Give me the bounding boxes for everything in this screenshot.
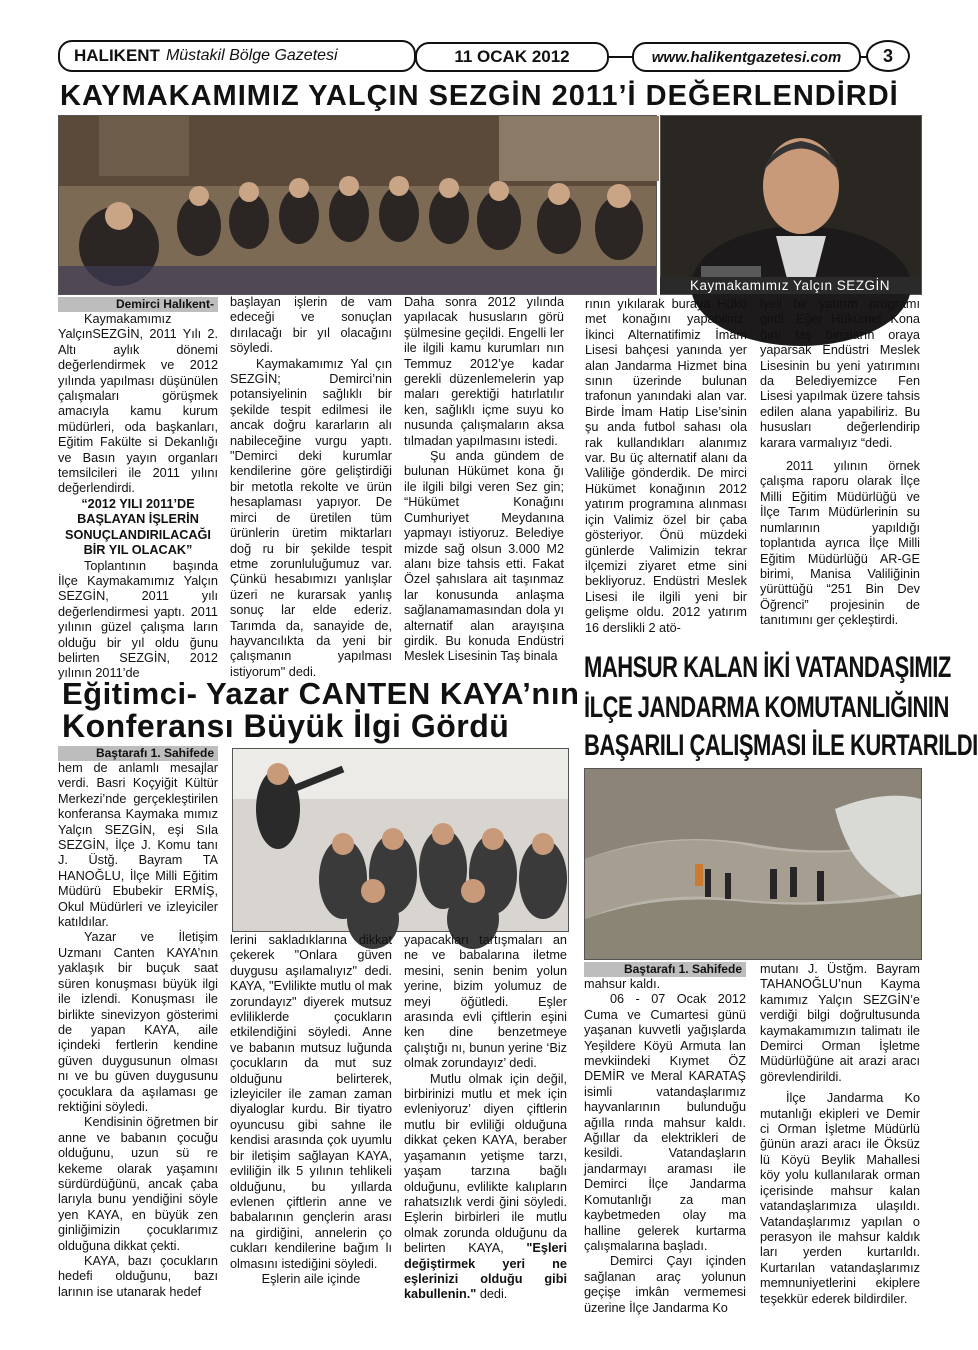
article2-col3-paragraph-2 [404, 1072, 567, 1303]
article3-headline-line-3: BAŞARILI ÇALIŞMASI İLE KURTARILDI [584, 728, 978, 762]
article2-col3-tail: dedi. [476, 1287, 508, 1302]
article2-col3-text: Mutlu olmak için değil, birbirinizi mutlu et mek için evleniyoruz’ diyen çiftlerin mutlu bir evliliği olduğuna dikkat çeken KAYA, beraber yaşamanın yetişme tarzı, yaşam tarzına bağlı olduğunu, evlilikte kalıpların rahatsızlık verdi ğini söyledi. Eşlerin birbirleri ile mutlu olmak zorunda olduğunu da belirten KAYA, [404, 1071, 567, 1256]
article2-headline-line-2: Konferansı Büyük İlgi Gördü [62, 708, 510, 744]
article3-column-1 [584, 962, 746, 1322]
article2-kicker: Baştarafı 1. Sahifede [58, 746, 218, 761]
article1-headline: KAYMAKAMIMIZ YALÇIN SEZGİN 2011’İ DEĞERLENDİRDİ [60, 80, 899, 112]
article2-column-2 [230, 933, 392, 1313]
article2-col1-paragraph-4: KAYA, bazı çocukların hedefi olduğunu, bazı larının ise utanarak hedef [58, 1254, 218, 1299]
article1-column-1 [58, 297, 218, 681]
flood-photo-image [585, 769, 921, 959]
masthead-website[interactable] [632, 42, 861, 72]
kaymakam-photo [660, 115, 922, 295]
article2-col1-paragraph-3: Kendisinin öğretmen bir anne ve babanın çocuğu olduğunu, uzun sü re kekeme olarak yaşamını sürdürdüğünü, ancak çaba larıyla bunu yendiğini söyle yen KAYA, en büyük zen ginliğimizin çocuklarımız olduğuna dikkat çekti. [58, 1115, 218, 1253]
page-number: 3 [882, 45, 893, 66]
article2-col1-paragraph-2: Yazar ve İletişim Uzmanı Canten KAYA’nın yaklaşık bir buçuk saat süren konuşması büyük ilgi ile izlendi. Konuşması ile birlikte sinevizyon gösterimi de yapan KAYA, aile içindeki fertlerin kendine güven duygusunun olması nı ve bu güven duygusunu çocuklara da aşılaması ge rektiğini söyledi. [58, 930, 218, 1114]
article2-col3-quote: "Eşleri değiştirmek yeri ne eşlerinizi olduğu gibi kabullenin." [404, 1241, 567, 1302]
article1-col3-paragraph-2: Şu anda gündem de bulunan Hükümet kona ğı ile ilgili bilgi veren Sez gin; “Hükümet Konağını Cumhuriyet Meydanına yapmayı istiyoruz. Belediye mizde sağ olsun 3.000 M2 alanı bize tahsis etti. Fakat Özel şahıslara ait taşınmaz lar konusunda anlaşma sağlanamamasından dola yı alternatif alan arayışına girdik. Bu konuda Endüstri Meslek Lisesinin Taş binala [404, 449, 564, 664]
article2-col3-paragraph-1: yapacakları tartışmaları an ne ve babalarına iletme mesini, senin benim yolun yerine, bizim yolumuz de meyi öğütledi. Eşler arasında evli çiftlerin eşini ken dine benzetmeye çalıştığı nı, bunun yerine ‘Biz olmak zorundayız’ dedi. [404, 933, 567, 1071]
paragraph-spacer [760, 451, 920, 459]
article1-column-3 [404, 295, 564, 671]
article1-subhead: “2012 YILI 2011’DE BAŞLAYAN İŞLERİN SONUÇLANDIRILACAĞI BİR YIL OLACAK” [65, 496, 211, 558]
article2-headline-line-1: Eğitimci- Yazar CANTEN KAYA’nın [62, 676, 580, 711]
kaymakam-photo-caption: Kaymakamımız Yalçın SEZGİN [660, 277, 920, 294]
page-number-badge [866, 40, 910, 72]
article3-col2-paragraph-1: mutanı J. Üstğm. Bayram TAHANOĞLU’nun Kayma kamımız Yalçın SEZGİN’e verdiği bilgi doğrultusunda kaymakamımızın talimatı ile Demirci Orman İşletme Müdürlüğüne ait arazi aracı görevlendirildi. [760, 962, 920, 1084]
article1-column-4 [585, 297, 747, 642]
article3-headline-line-1: MAHSUR KALAN İKİ VATANDAŞIMIZ [584, 650, 951, 684]
article1-col2-paragraph-2: Kaymakamımız Yal çın SEZGİN; Demirci’nin potansiyelinin sağlıklı bir şekilde tespit edilmesi ile ancak doğru kararların alı nabileceğine vurgu yaptı. "Demirci deki kurumlar kendilerine göre geliştirdiği bir metotla rekolte ve ürün hesaplaması yapıyor. De mirci de üretilen tüm ürünlerin üretim miktarları doğ ru bir şekilde tespit etme zorunluluğumuz var. Çünkü hesabımızı yanlışlar üzeri ne kurarsak yanlış sonuç lar elde ederiz. Tarımda da, sanayide de, hayvancılıkta da yeni bir çalışmanın yapılması istiyorum" dedi. [230, 356, 392, 679]
article3-col1-paragraph-1: mahsur kaldı. [584, 977, 661, 991]
article1-col5-paragraph-1: lyeli bir yatırım programı girdi. Eğer Hükümet Kona ğını taş binaların oraya yaparsak Endüstri Meslek Lisesinin bu yeni yatırımını da Belediyemizce Fen Lisesi yapılmak üzere tahsis edilen alana yapabiliriz. Bu hususları değerlendirip karara varmalıyız “dedi. [760, 297, 920, 450]
article1-col5-paragraph-2: 2011 yılının örnek çalışma raporu olarak İlçe Milli Eğitim Müdürlüğü ve İlçe Tarım Müdürlerinin su numlarının yapıldığı toplantıda ayrıca İlçe Milli Eğitim Müdürlüğü AR-GE birimi, Manisa Valiliğinin yürüttüğü “251 Bin Dev Öğrenci” projesinin de tanıtımını ger çekleştirdi. [760, 459, 920, 628]
flood-photo [584, 768, 922, 960]
article3-headline-line-2: İLÇE JANDARMA KOMUTANLIĞININ [584, 690, 949, 724]
masthead-paper-name [58, 40, 416, 72]
article2-column-1 [58, 746, 218, 1321]
meeting-photo-image [59, 116, 656, 294]
article2-column-3 [404, 933, 567, 1313]
article1-col2-paragraph-1: başlayan işlerin de vam edeceği ve sonuçlan dırılacağı bir yıl olacağını söyledi. [230, 295, 392, 356]
conference-photo [232, 748, 569, 932]
article1-col1-paragraph-2: Toplantının başında İlçe Kaymakamımız Yalçın SEZGİN, 2011 yılı değerlendirmesi yaptı. 2011 yılının güzel çalışma ların olduğu bir yıl oldu ğunu belirten SEZGİN, 2012 yılının 2011’de [58, 558, 218, 681]
article1-col1-paragraph-1: Kaymakamımız YalçınSEZGİN, 2011 Yılı 2. Altı aylık dönemi değerlendirmek ve 2012 yılında yapılması düşünülen çalışmaları görüşmek amacıyla kamu kurum müdürleri, oda başkanları, Eğitim Fakülte si Dekanlığı ve Basın yayın organları temsilcileri ile 2011 yılını değerlendirdi. [58, 312, 218, 496]
conference-photo-image [233, 749, 568, 931]
article1-kicker: Demirci Halıkent- [58, 297, 218, 312]
article3-col1-paragraph-2: 06 - 07 Ocak 2012 Cuma ve Cumartesi günü yaşanan kuvvetli yağışlarda Yeşildere Köyü Armuta lan mevkiindeki Kıymet ÖZ DEMİR ve Meral KARATAŞ isimli vatandaşlarımız hayvanlarının bulunduğu ağılla rında mahsur kaldı. Ağıllar da elektrikleri de kesildi. Vatandaşların jandarmayı araması ile Demirci İlçe Jandarma Komutanlığı za man kaybetmeden olay ma halline gelerek kurtarma çalışmalarına başladı. [584, 992, 746, 1253]
masthead-date [415, 42, 609, 72]
article2-col2-paragraph-2: Eşlerin aile içinde [261, 1271, 361, 1286]
paper-name-rest: Müstakil Bölge Gazetesi [165, 47, 338, 64]
article3-column-2 [760, 962, 920, 1322]
paper-name-bold: HALIKENT [74, 46, 160, 65]
article1-column-5 [760, 297, 920, 642]
date-text: 11 OCAK 2012 [454, 47, 570, 66]
article3-col1-paragraph-3: Demirci Çayı içinden sağlanan araç yolunun geçişe imkân vermemesi üzerine İlçe Jandarma Ko [584, 1254, 746, 1315]
website-link[interactable]: www.halikentgazetesi.com [651, 48, 842, 66]
article3-kicker: Baştarafı 1. Sahifede [584, 962, 746, 977]
kaymakam-photo-image [661, 116, 921, 294]
article1-col4-paragraph-1: rının yıkılarak buraya Hükü met konağını yapabiliriz. İkinci Alternatifimiz İmam Lisesi bahçesi yanında yer alan Jandarma Hizmet bina sının üzerinde bulunan trafonun yanındaki alan var. Birde İmam Hatip Lise’sinin şu anda futbol sahası ola rak kullandıkları alanımız var. Bu üç alternatif alanı da Valiliğe gönderdik. De mirci Hükümet konağının 2012 yatırım programına alınması için Valimiz özel bir çaba gösteriyor. Önü müzdeki günlerde Valimizin tekrar ilçemizi ziyaret etme sini bekliyoruz. Endüstri Meslek Lisesi ile ilgili yeni bir gelişme oldu. 2012 yatırım 16 derslikli 2 atö- [585, 297, 747, 635]
article1-col3-paragraph-1: Daha sonra 2012 yılında yapılacak hususların görü şülmesine geçildi. Engelli ler ile ilgili kamu kurumları nın Temmuz 2012’ye kadar gerekli düzenlemelerin yap maları gerektiği hatırlatılır ken, sağlıklı içme suyu ko nusunda çalışmaların aksa tılmadan yapılmasını istedi. [404, 295, 564, 448]
meeting-photo [58, 115, 657, 295]
article2-col2-paragraph-1: lerini sakladıklarına dikkat çekerek "Onlara güven duygusu aşılamalıyız" dedi. KAYA, "Evlilikte mutlu ol mak zorundayız" diyerek mutsuz evliliklerde çocukların etkilendiğini söyledi. Anne ve babanın mutsuz luğunda çocukların da mut suz olduğunu belirterek, izleyiciler ile zaman zaman diyaloglar kurdu. Bir tiyatro oyuncusu gibi sahne ile kendisi arasında çok uyumlu bir iletişim sağlayan KAYA, evliliğin ilk 5 yılının tehlikeli olduğunu, bu yıllarda evlenen çiftlerin anne ve babalarının gençlerin arası na girdiğini, annelerin ço cukları kendilerine bağım lı olmasını istediğini söyledi. [230, 933, 392, 1271]
article2-col1-paragraph-1: hem de anlamlı mesajlar verdi. Basri Koçyiğit Kültür Merkezi’nde gerçekleştirilen konferansa Kaymaka mımız Yalçın SEZGİN, eşi Sıla SEZGİN, İlçe J. Komu tanı J. Üstğ. Bayram TA HANOĞLU, İlçe Milli Eğitim Müdürü Ebubekir ERMİŞ, Okul Müdürleri ve izleyiciler katıldılar. [58, 761, 218, 930]
article1-column-2 [230, 295, 392, 679]
article3-col2-paragraph-2: İlçe Jandarma Ko mutanlığı ekipleri ve Demir ci Orman İşletme Müdürlü ğünün arazi aracı ile Öksüz lü Köyü Beylik Mahallesi köy yolu kullanılarak orman içerisinde mahsur kalan vatandaşlarımıza ulaşıldı. Vatandaşlarımız yapılan o perasyon ile mahsur kaldık ları yerden kurtarıldı. Kurtarılan vatandaşlarımız memnuniyetlerini ekiplere teşekkür ederek bildirdiler. [760, 1091, 920, 1306]
